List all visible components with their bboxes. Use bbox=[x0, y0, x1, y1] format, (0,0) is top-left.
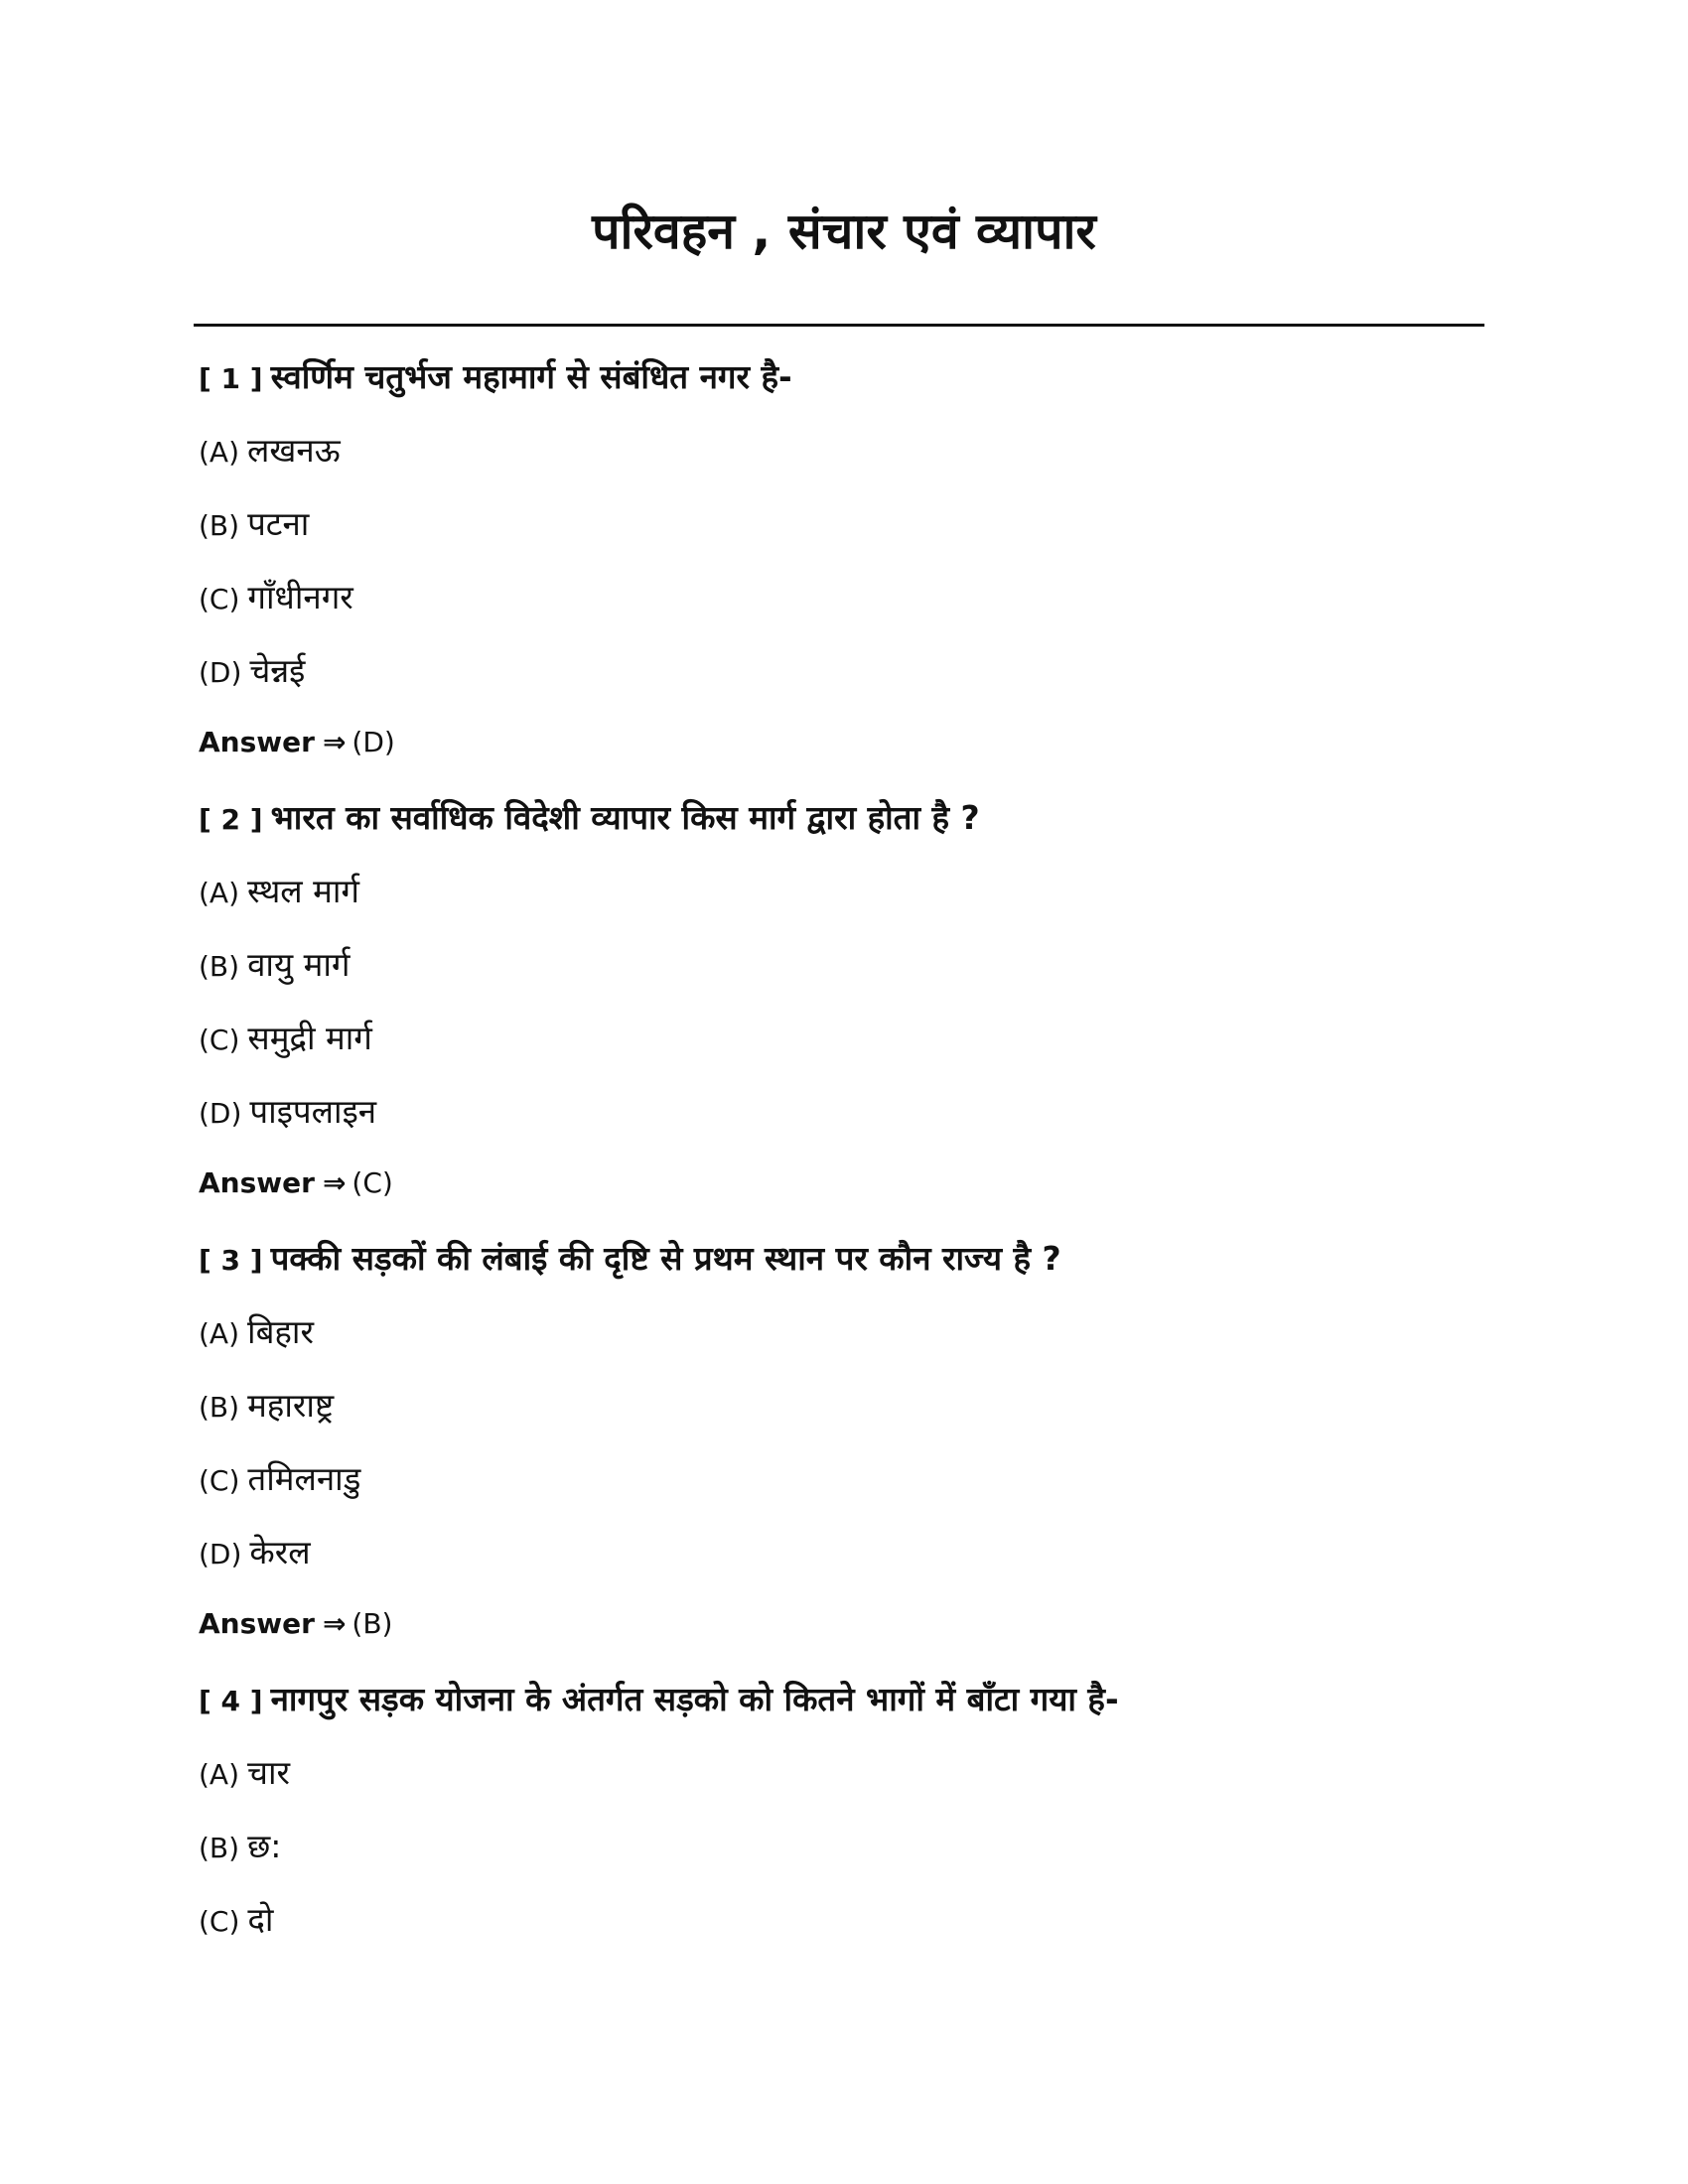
page-title: परिवहन , संचार एवं व्यापार bbox=[592, 203, 1096, 260]
question-item bbox=[199, 347, 1509, 788]
question-number: [ 1 ] bbox=[199, 362, 263, 395]
question-number: [ 2 ] bbox=[199, 803, 263, 836]
title-divider bbox=[194, 324, 1484, 327]
question-text: नागपुर सड़क योजना के अंतर्गत सड़को को कितने भागों में बाँटा गया है- bbox=[270, 1680, 1119, 1718]
answer-value: (C) bbox=[352, 1166, 393, 1199]
answer-line bbox=[199, 715, 1509, 788]
option-item bbox=[199, 1302, 1509, 1376]
option-letter: (D) bbox=[199, 1538, 242, 1570]
option-text: केरल bbox=[249, 1533, 311, 1571]
answer-line bbox=[199, 1596, 1509, 1670]
option-text: तमिलनाडु bbox=[247, 1459, 361, 1498]
option-letter: (B) bbox=[199, 1391, 240, 1424]
option-text: गाँधीनगर bbox=[247, 578, 353, 616]
question-text: भारत का सर्वाधिक विदेशी व्यापार किस मार्ग द्वारा होता है ? bbox=[270, 798, 980, 837]
option-item bbox=[199, 421, 1509, 494]
answer-arrow-icon: ⇒ bbox=[322, 1166, 347, 1199]
option-letter: (D) bbox=[199, 656, 242, 689]
option-letter: (B) bbox=[199, 1832, 240, 1864]
answer-value: (B) bbox=[352, 1607, 393, 1640]
option-letter: (C) bbox=[199, 1024, 240, 1056]
question-heading bbox=[199, 1670, 1509, 1743]
option-text: महाराष्ट्र bbox=[247, 1386, 335, 1425]
answer-label: Answer bbox=[199, 1166, 315, 1199]
option-letter: (B) bbox=[199, 950, 240, 983]
option-item bbox=[199, 494, 1509, 568]
option-letter: (D) bbox=[199, 1097, 242, 1130]
question-item bbox=[199, 1229, 1509, 1670]
option-item bbox=[199, 568, 1509, 641]
answer-label: Answer bbox=[199, 726, 315, 758]
option-letter: (B) bbox=[199, 509, 240, 542]
option-text: दो bbox=[247, 1900, 274, 1939]
answer-line bbox=[199, 1156, 1509, 1229]
answer-arrow-icon: ⇒ bbox=[322, 1607, 347, 1640]
option-text: चार bbox=[247, 1753, 291, 1792]
option-item bbox=[199, 862, 1509, 935]
question-item bbox=[199, 788, 1509, 1229]
option-item bbox=[199, 1890, 1509, 1964]
option-text: स्थल मार्ग bbox=[247, 872, 360, 910]
option-text: लखनऊ bbox=[247, 431, 341, 470]
option-text: बिहार bbox=[247, 1312, 314, 1351]
option-letter: (A) bbox=[199, 877, 240, 909]
option-item bbox=[199, 1817, 1509, 1890]
option-text: समुद्री मार्ग bbox=[247, 1019, 372, 1057]
question-text: पक्की सड़कों की लंबाई की दृष्टि से प्रथम स्थान पर कौन राज्य है ? bbox=[270, 1239, 1061, 1278]
option-item bbox=[199, 1743, 1509, 1817]
option-item bbox=[199, 1082, 1509, 1156]
option-item bbox=[199, 935, 1509, 1009]
answer-arrow-icon: ⇒ bbox=[322, 726, 347, 758]
option-letter: (A) bbox=[199, 1758, 240, 1791]
question-heading bbox=[199, 347, 1509, 421]
option-text: पाइपलाइन bbox=[249, 1092, 377, 1131]
answer-value: (D) bbox=[352, 726, 395, 758]
option-letter: (C) bbox=[199, 1905, 240, 1938]
option-text: चेन्नई bbox=[249, 651, 306, 690]
question-number: [ 4 ] bbox=[199, 1685, 263, 1717]
question-number: [ 3 ] bbox=[199, 1244, 263, 1277]
answer-label: Answer bbox=[199, 1607, 315, 1640]
option-text: पटना bbox=[247, 504, 310, 543]
option-text: वायु मार्ग bbox=[247, 945, 351, 984]
option-letter: (A) bbox=[199, 436, 240, 469]
option-item bbox=[199, 641, 1509, 715]
option-letter: (A) bbox=[199, 1317, 240, 1350]
question-item bbox=[199, 1670, 1509, 1964]
option-text: छ: bbox=[247, 1827, 282, 1865]
question-list bbox=[199, 347, 1509, 1964]
question-text: स्वर्णिम चतुर्भज महामार्ग से संबंधित नगर है- bbox=[270, 357, 792, 396]
option-item bbox=[199, 1523, 1509, 1596]
option-item bbox=[199, 1376, 1509, 1449]
option-letter: (C) bbox=[199, 583, 240, 615]
question-heading bbox=[199, 788, 1509, 862]
option-item bbox=[199, 1449, 1509, 1523]
option-letter: (C) bbox=[199, 1464, 240, 1497]
option-item bbox=[199, 1009, 1509, 1082]
question-heading bbox=[199, 1229, 1509, 1302]
